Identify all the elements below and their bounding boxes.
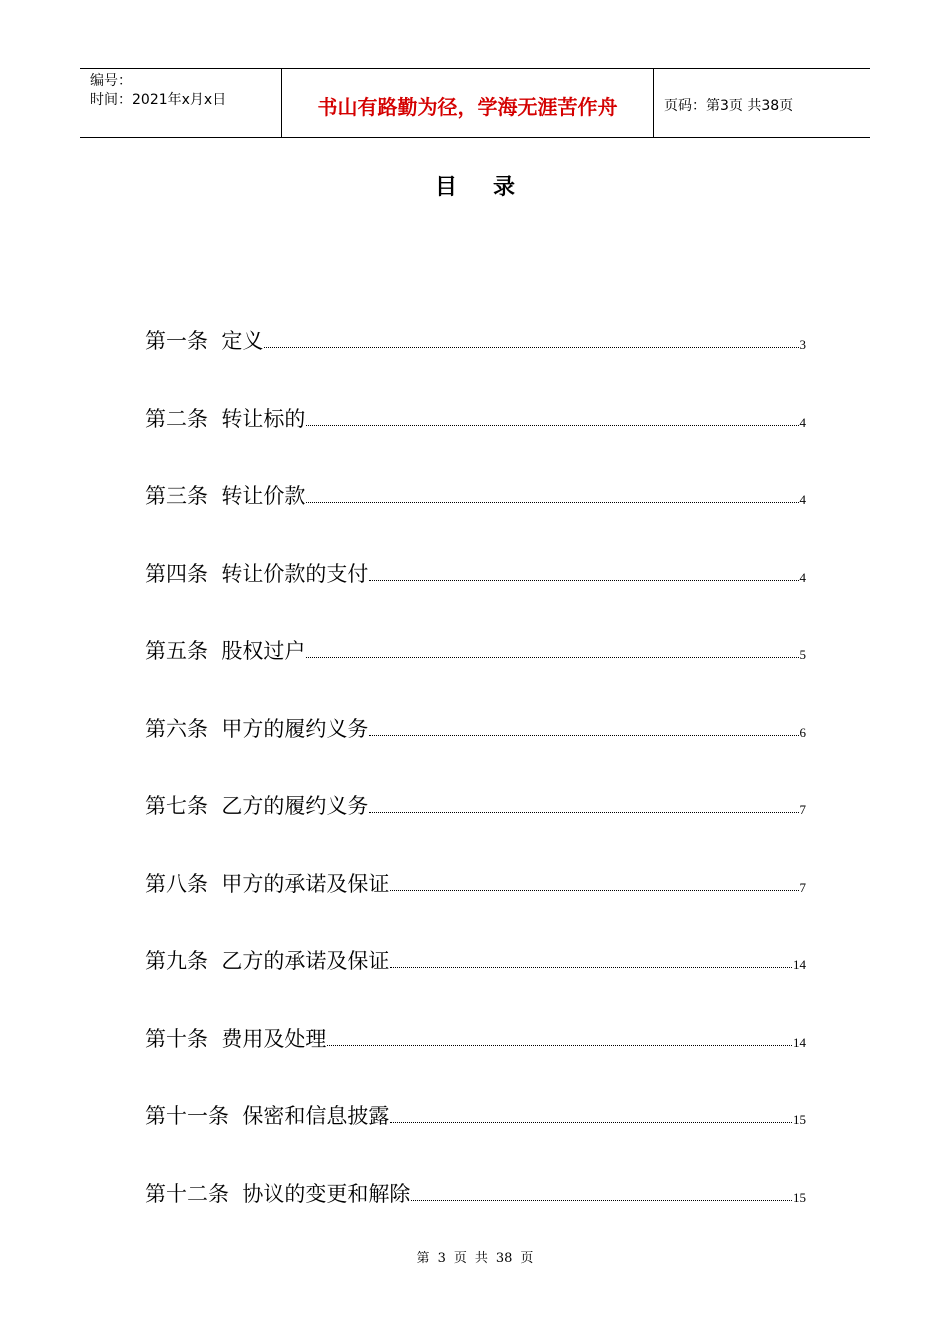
toc-entry[interactable] [145,1024,806,1054]
toc-entry-gap [208,791,221,821]
toc-dot-leader [369,735,798,736]
toc-entry-number: 第十一条 [145,1104,229,1128]
toc-dot-leader [390,890,798,891]
toc-entry-number: 第二条 [145,406,208,431]
toc-entry-number: 第六条 [145,716,208,741]
footer-total-pages: 38 [495,1251,513,1266]
toc-dot-leader [390,1122,792,1123]
toc-entry-label: 费用及处理 [221,1026,327,1051]
toc-entry[interactable] [145,714,806,744]
toc-entry-page: 4 [799,492,806,507]
header-motto: 书山有路勤为径，学海无涯苦作舟 [282,69,654,137]
toc-entry-gap [208,714,221,744]
toc-entry-number: 第十二条 [145,1181,229,1206]
footer-current-page: 3 [437,1251,446,1266]
toc-entry-label: 转让价款 [221,484,306,508]
toc-entry-number: 第八条 [145,871,208,896]
toc-dot-leader [390,967,792,968]
toc-entry[interactable] [145,946,806,976]
footer-text-4: 页 [520,1251,534,1266]
toc-entry[interactable] [145,481,806,511]
toc-entry-page: 14 [793,957,806,972]
toc-dot-leader [306,657,798,658]
toc-entry[interactable] [145,791,806,821]
footer-text-1: 第 [416,1251,430,1266]
toc-entry-label: 定义 [221,329,264,353]
toc-entry-number: 第七条 [145,794,208,818]
toc-dot-leader [369,812,798,813]
toc-entry-number: 第三条 [145,484,208,508]
toc-entry-page: 15 [793,1112,806,1127]
toc-entry-gap [208,326,221,356]
header-number-label: 编号： [90,73,132,89]
toc-entry[interactable] [145,1179,806,1209]
toc-entry-label: 保密和信息披露 [242,1104,390,1128]
toc-entry-gap [208,559,221,589]
toc-entry-page: 3 [799,337,806,352]
toc-entry[interactable] [145,326,806,356]
toc-entry-page: 7 [799,879,806,895]
footer-text-3: 共 [474,1251,488,1266]
toc-entry-gap [208,404,221,434]
header-page-info: 页码：第3页 共38页 [664,98,794,114]
toc-entry-label: 协议的变更和解除 [242,1181,411,1206]
toc-dot-leader [411,1200,792,1201]
toc-entry-label: 乙方的履约义务 [221,794,369,818]
toc-entry-label: 股权过户 [221,639,306,663]
toc-entry-page: 4 [799,414,806,430]
toc-entry-number: 第九条 [145,949,208,973]
toc-entry[interactable] [145,559,806,589]
document-header [80,68,870,138]
footer-text-2: 页 [453,1251,467,1266]
toc-entry-label: 乙方的承诺及保证 [221,949,390,973]
toc-entry-number: 第一条 [145,329,208,353]
toc-dot-leader [369,580,798,581]
toc-dot-leader [306,425,798,426]
header-time-label: 时间：2021年x月x日 [90,92,227,108]
toc-entry-gap [229,1179,242,1209]
toc-dot-leader [264,347,798,348]
toc-entry-gap [208,946,221,976]
toc-entry-number: 第五条 [145,639,208,663]
toc-entry-gap [229,1101,242,1131]
toc-entry-gap [208,636,221,666]
header-meta [80,69,282,137]
toc-entry-label: 转让价款的支付 [221,561,369,586]
toc-entry[interactable] [145,1101,806,1131]
toc-entry[interactable] [145,636,806,666]
toc-entry-label: 甲方的履约义务 [221,716,369,741]
toc-entry-gap [208,1024,221,1054]
toc-entry[interactable] [145,869,806,899]
toc-dot-leader [306,502,798,503]
toc-entry-page: 4 [799,569,806,585]
toc-entry-number: 第十条 [145,1026,208,1051]
toc-entry-gap [208,481,221,511]
toc-entry-page: 14 [793,1034,806,1050]
toc-entry[interactable] [145,404,806,434]
page-footer [0,1247,950,1266]
toc-dot-leader [327,1045,792,1046]
toc-entry-label: 转让标的 [221,406,306,431]
page-title: 目录 [434,175,551,200]
toc-entry-page: 7 [799,802,806,817]
toc-entry-page: 5 [799,647,806,662]
toc-entry-page: 15 [793,1189,806,1205]
toc-entry-page: 6 [799,724,806,740]
toc-entry-number: 第四条 [145,561,208,586]
toc-entry-gap [208,869,221,899]
toc-entry-label: 甲方的承诺及保证 [221,871,390,896]
